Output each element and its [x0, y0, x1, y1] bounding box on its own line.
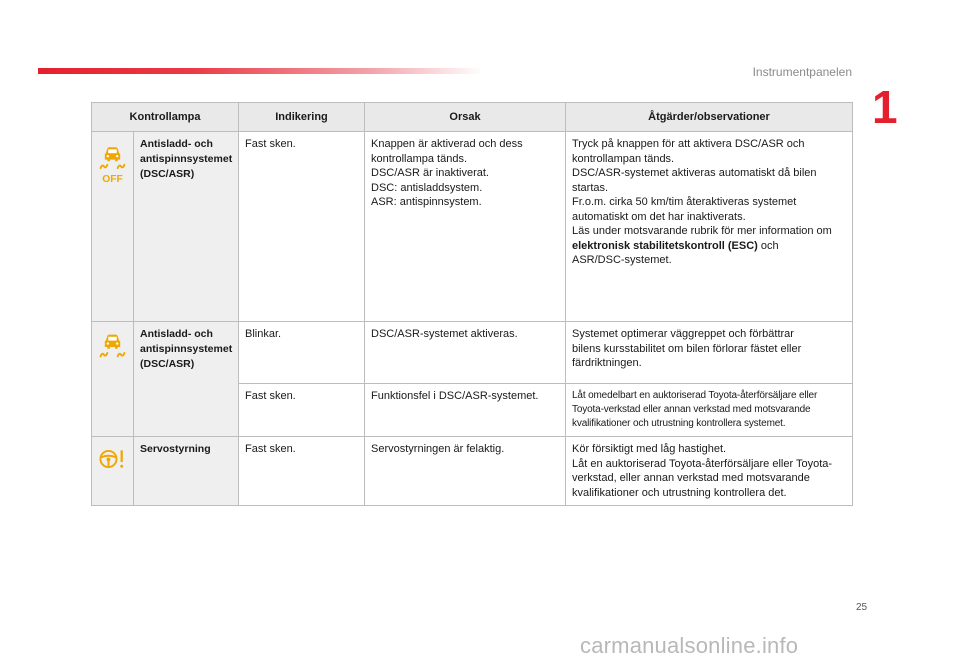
action-cell: Systemet optimerar väggreppet och förbättrar bilens kursstabilitet om bilen förlorar fästet eller färdriktningen. — [566, 322, 853, 384]
column-header-atgarder: Åtgärder/observationer — [566, 103, 853, 132]
icon-off-label: OFF — [102, 173, 123, 185]
lamp-name: Antisladd- och antispinnsystemet (DSC/ASR) — [134, 132, 239, 322]
indication-cell: Fast sken. — [239, 132, 365, 322]
column-header-indikering: Indikering — [239, 103, 365, 132]
watermark: carmanualsonline.info — [580, 633, 799, 658]
header-accent-bar — [38, 68, 483, 74]
column-header-kontrollampa: Kontrollampa — [92, 103, 239, 132]
column-header-orsak: Orsak — [365, 103, 566, 132]
table-header-row — [92, 103, 853, 132]
table-row — [92, 132, 853, 322]
table-row — [92, 437, 853, 506]
skid-control-icon — [98, 329, 127, 365]
action-cell: Låt omedelbart en auktoriserad Toyota-återförsäljare eller Toyota-verkstad eller annan verkstad med motsvarande kvalifikationer och utrustning kontrollera systemet. — [566, 384, 853, 437]
skid-control-off-icon — [98, 139, 127, 187]
indication-cell: Fast sken. — [239, 437, 365, 506]
esc-reference: elektronisk stabilitetskontroll (ESC) — [572, 239, 758, 252]
cause-cell: Servostyrningen är felaktig. — [365, 437, 566, 506]
warning-lights-table — [91, 102, 853, 506]
cause-cell: Funktionsfel i DSC/ASR-systemet. — [365, 384, 566, 437]
page-number: 25 — [856, 602, 868, 613]
indication-cell: Fast sken. — [239, 384, 365, 437]
cause-cell: Knappen är aktiverad och dess kontrollampa tänds. DSC/ASR är inaktiverat. DSC: antisladdsystem. ASR: antispinnsystem. — [365, 132, 566, 322]
action-cell: Kör försiktigt med låg hastighet. Låt en auktoriserad Toyota-återförsäljare eller Toyota- verkstad, eller annan verkstad med motsvarande kvalifikationer och utrustning kontrollera det. — [566, 437, 853, 506]
chapter-number: 1 — [872, 81, 898, 133]
action-cell: Tryck på knappen för att aktivera DSC/ASR och kontrollampan tänds. DSC/ASR-systemet aktiveras automatiskt då bilen startas. Fr.o.m. cirka 50 km/tim återaktiveras systemet automatiskt om det har inaktiverats. Läs under motsvarande rubrik för mer information om elektronisk stabilitetskontroll (ESC) och ASR/DSC-systemet. — [566, 132, 853, 322]
power-steering-warning-icon — [98, 444, 127, 474]
chapter-title: Instrumentpanelen — [752, 65, 852, 79]
icon-cell — [92, 437, 134, 506]
table-row — [92, 322, 853, 384]
indication-cell: Blinkar. — [239, 322, 365, 384]
icon-cell — [92, 132, 134, 322]
lamp-name: Antisladd- och antispinnsystemet (DSC/ASR) — [134, 322, 239, 437]
lamp-name: Servostyrning — [134, 437, 239, 506]
cause-cell: DSC/ASR-systemet aktiveras. — [365, 322, 566, 384]
icon-cell — [92, 322, 134, 437]
